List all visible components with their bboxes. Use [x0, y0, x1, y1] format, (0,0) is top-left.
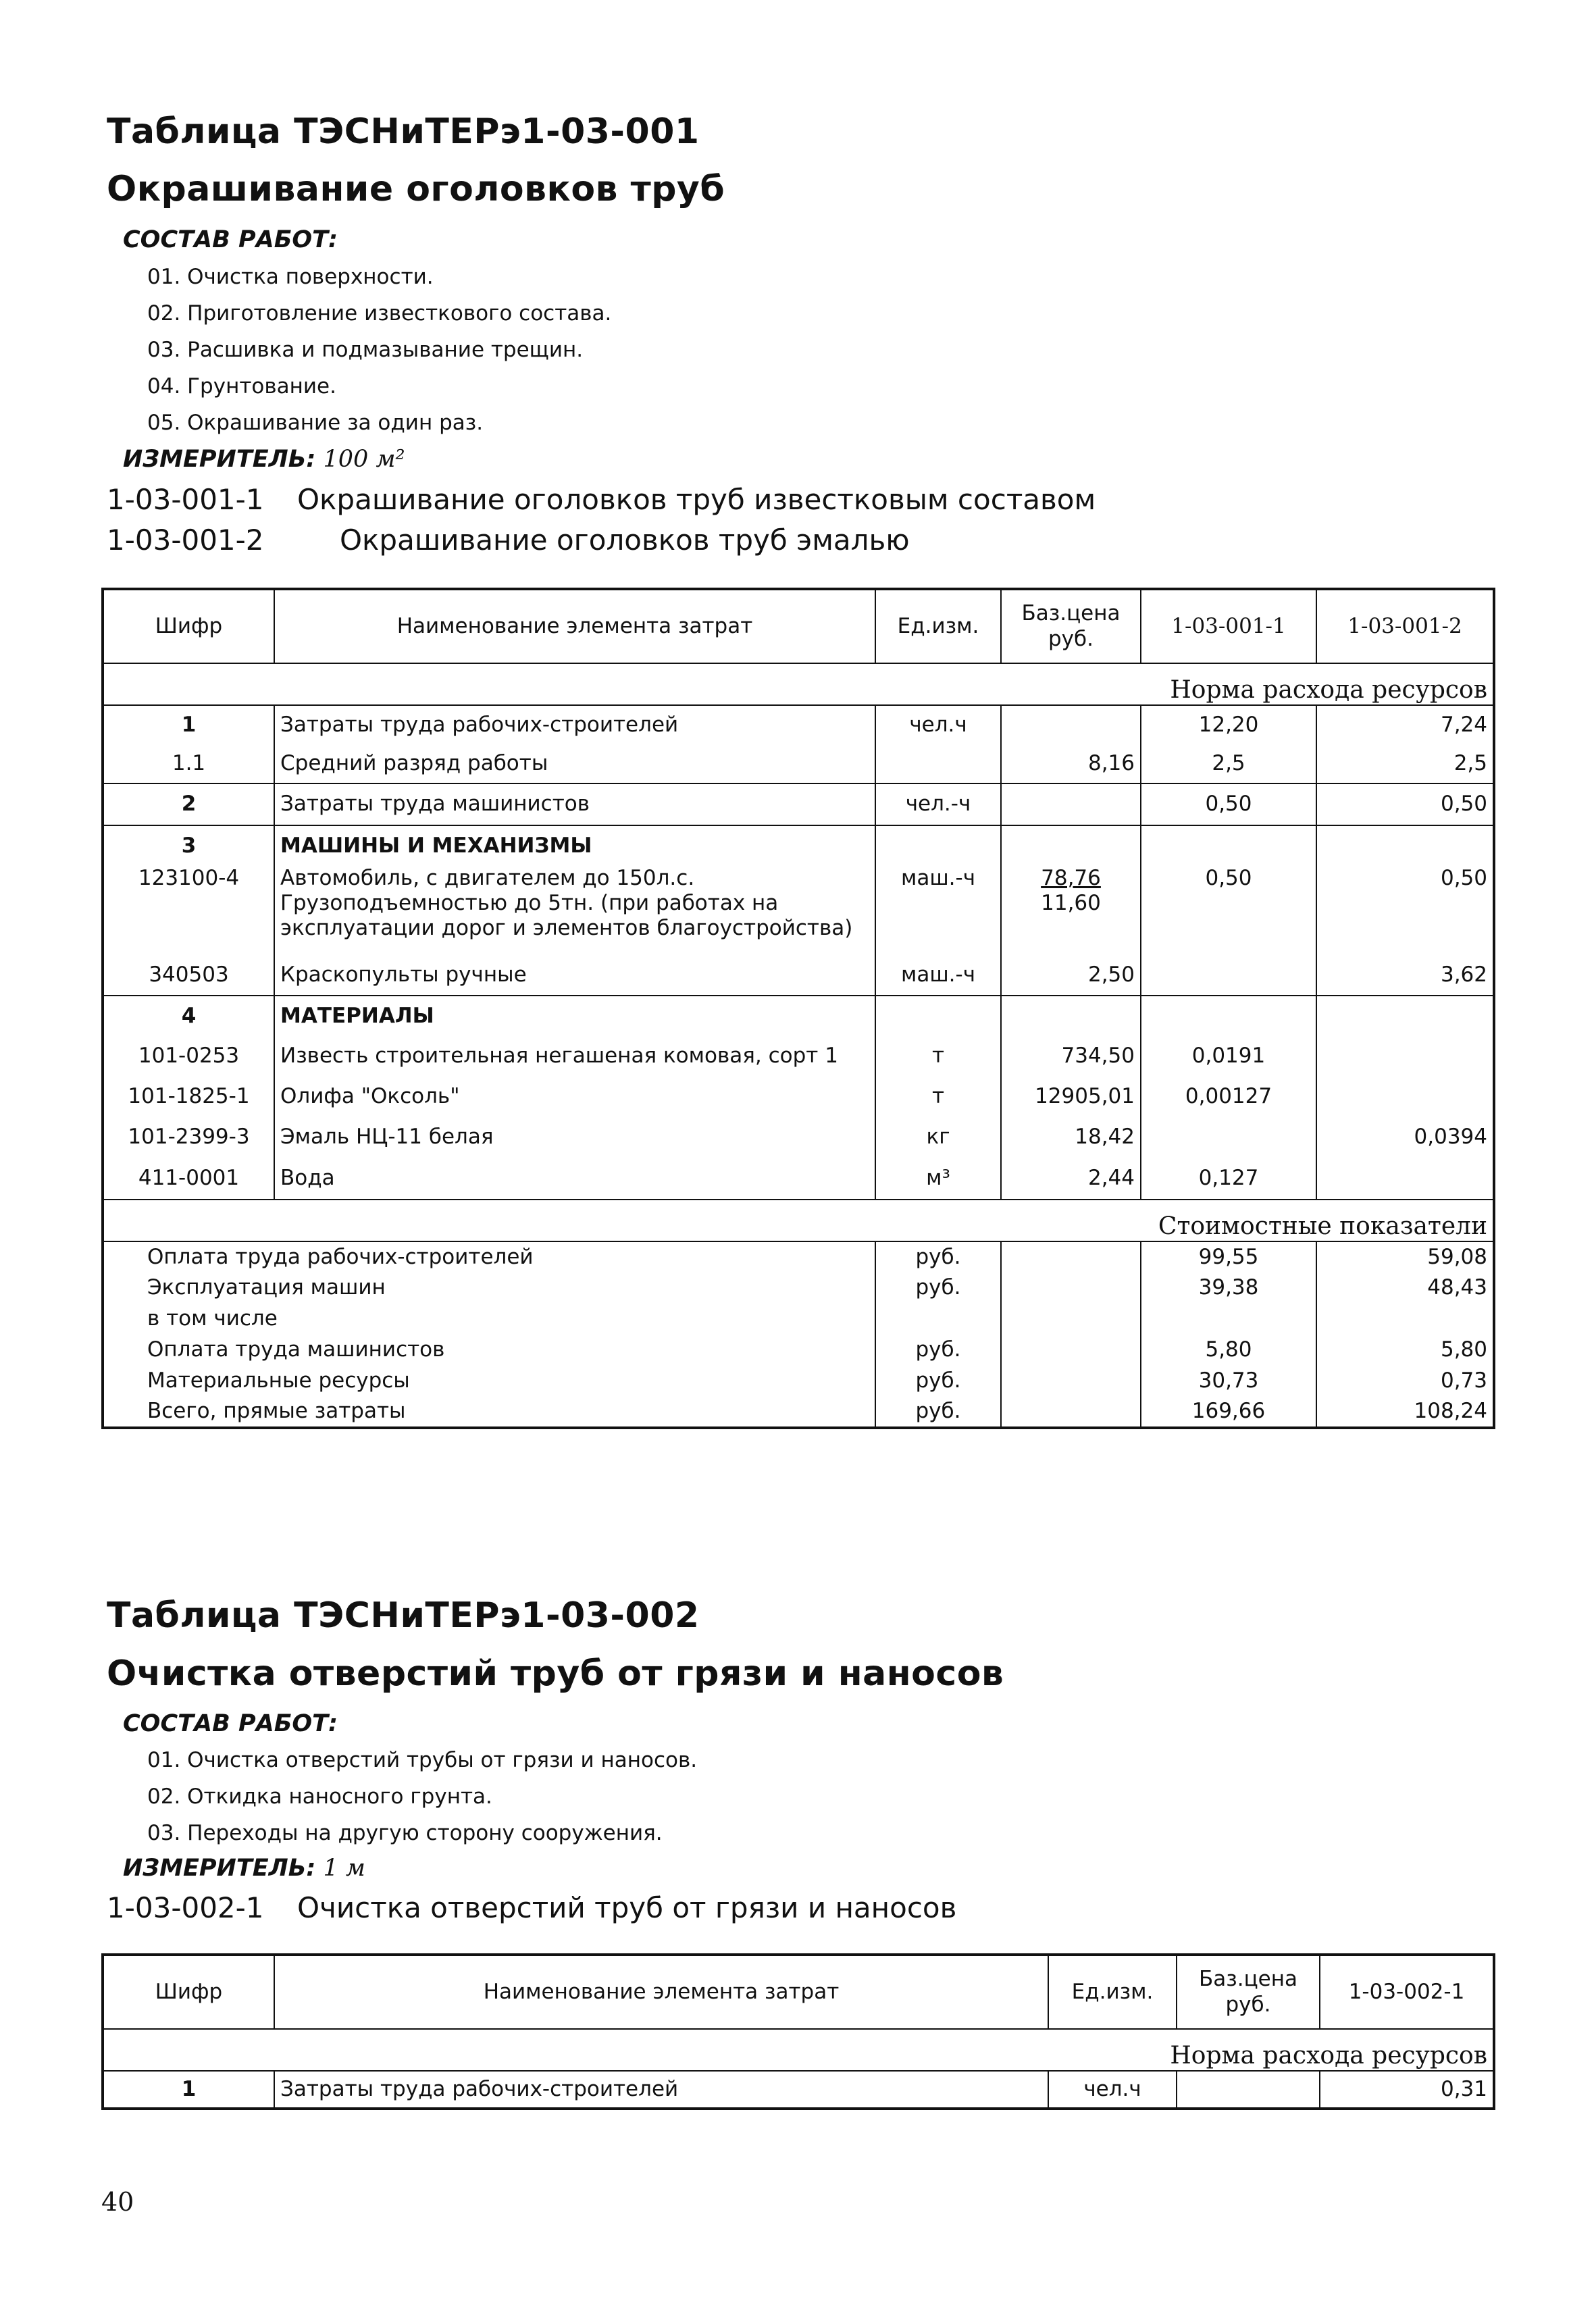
- row-price-top: 78,76: [1041, 866, 1101, 890]
- section-cost-row: [103, 1200, 1494, 1241]
- row-v1: 0,31: [1320, 2071, 1494, 2109]
- row-v1: 0,127: [1141, 1158, 1316, 1200]
- table2-izmeritel: [123, 1855, 365, 1882]
- cost-row: [103, 1272, 1494, 1304]
- header-price-line1: Баз.цена: [1198, 1967, 1298, 1992]
- cost-v2: 108,24: [1316, 1397, 1494, 1428]
- cost-unit: [875, 1304, 1001, 1335]
- row-name: Известь строительная негашеная комовая, сорт 1: [274, 1036, 875, 1077]
- row-price: 2,50: [1001, 955, 1141, 996]
- section-norm-row: [103, 2029, 1494, 2071]
- section-norm: Норма расхода ресурсов: [103, 2029, 1494, 2071]
- cost-name: Всего, прямые затраты: [147, 1399, 406, 1424]
- row-v2: [1316, 1158, 1494, 1200]
- resource-table-1: [101, 588, 1495, 1429]
- row-price: [1001, 705, 1141, 744]
- cost-name: Оплата труда рабочих-строителей: [103, 1241, 875, 1272]
- cost-row: [103, 1335, 1494, 1366]
- izmeritel-label: ИЗМЕРИТЕЛЬ:: [123, 1855, 316, 1882]
- page-number: 40: [101, 2187, 134, 2217]
- section-norm-row: [103, 663, 1494, 705]
- row-code: 123100-4: [138, 866, 240, 890]
- cost-row: [103, 1397, 1494, 1428]
- header-price-line2: руб.: [1048, 626, 1093, 651]
- table-row: [103, 1036, 1494, 1077]
- row-unit: маш.-ч: [875, 955, 1001, 996]
- header-shifr: Шифр: [103, 589, 274, 663]
- cost-v2: 48,43: [1316, 1272, 1494, 1304]
- row-name: МАТЕРИАЛЫ: [274, 996, 875, 1036]
- cost-v1: 99,55: [1141, 1241, 1316, 1272]
- section-norm: Норма расхода ресурсов: [103, 663, 1494, 705]
- izmeritel-label: ИЗМЕРИТЕЛЬ:: [123, 446, 316, 473]
- row-unit: кг: [875, 1117, 1001, 1158]
- table1-code-line: [107, 523, 910, 557]
- row-unit: т: [875, 1077, 1001, 1117]
- row-name-line: Автомобиль, с двигателем до 150л.с.: [280, 866, 695, 890]
- header-price-line2: руб.: [1225, 1992, 1271, 2017]
- code: 1-03-001-1: [107, 483, 264, 516]
- table1-work-item: 05. Окрашивание за один раз.: [147, 411, 484, 435]
- row-v2: [1316, 1077, 1494, 1117]
- table-header-row: [103, 589, 1494, 663]
- table1-work-item: 02. Приготовление известкового состава.: [147, 301, 612, 326]
- table1-subtitle: Окрашивание оголовков труб: [107, 169, 725, 209]
- row-unit: [875, 744, 1001, 783]
- row-v2: 3,62: [1316, 955, 1494, 996]
- row-code: 1: [103, 705, 274, 744]
- cost-name: в том числе: [147, 1306, 278, 1331]
- cost-row: [103, 1366, 1494, 1397]
- table2-work-item: 01. Очистка отверстий трубы от грязи и наносов.: [147, 1748, 698, 1772]
- header-price-line1: Баз.цена: [1021, 601, 1121, 626]
- row-code: 101-2399-3: [128, 1125, 250, 1150]
- table2-code-line: [107, 1891, 956, 1924]
- row-code: 101-1825-1: [128, 1084, 250, 1109]
- header-price: [1177, 1955, 1320, 2029]
- row-v1: 12,20: [1141, 705, 1316, 744]
- header-col1: 1-03-001-1: [1141, 589, 1316, 663]
- row-price: 734,50: [1001, 1036, 1141, 1077]
- cost-unit: руб.: [875, 1397, 1001, 1428]
- row-v1: [1141, 955, 1316, 996]
- row-unit: чел.ч: [1048, 2071, 1177, 2109]
- table1-title: Таблица ТЭСНиТЕРэ1-03-001: [107, 111, 700, 152]
- row-name: Эмаль НЦ-11 белая: [274, 1117, 875, 1158]
- row-price: [1001, 866, 1141, 955]
- header-price: [1001, 589, 1141, 663]
- row-v2: 2,5: [1316, 744, 1494, 783]
- table1-work-item: 01. Очистка поверхности.: [147, 265, 434, 289]
- header-col1: 1-03-002-1: [1320, 1955, 1494, 2029]
- row-v1: 0,00127: [1141, 1077, 1316, 1117]
- header-name: Наименование элемента затрат: [274, 1955, 1048, 2029]
- row-code: 1: [103, 2071, 274, 2109]
- header-shifr: Шифр: [103, 1955, 274, 2029]
- table1-work-item: 03. Расшивка и подмазывание трещин.: [147, 338, 584, 362]
- row-name: Затраты труда машинистов: [274, 783, 875, 825]
- izmeritel-value: 100 м²: [323, 446, 405, 473]
- table-section-row: [103, 825, 1494, 866]
- row-price: 18,42: [1001, 1117, 1141, 1158]
- row-name: Олифа "Оксоль": [274, 1077, 875, 1117]
- header-col2: 1-03-001-2: [1316, 589, 1494, 663]
- code-name: Очистка отверстий труб от грязи и наносов: [297, 1891, 957, 1924]
- row-unit: маш.-ч: [875, 866, 1001, 955]
- row-code: 340503: [149, 962, 229, 987]
- row-name: Затраты труда рабочих-строителей: [274, 2071, 1048, 2109]
- row-unit: м³: [875, 1158, 1001, 1200]
- row-name: Средний разряд работы: [274, 744, 875, 783]
- cost-v2: 0,73: [1316, 1366, 1494, 1397]
- table-row: [103, 955, 1494, 996]
- row-name: Вода: [274, 1158, 875, 1200]
- row-name: Затраты труда рабочих-строителей: [274, 705, 875, 744]
- row-code: 411-0001: [138, 1165, 240, 1190]
- cost-v1: [1141, 1304, 1316, 1335]
- row-price: 2,44: [1001, 1158, 1141, 1200]
- table1-code-line: [107, 483, 1096, 516]
- header-unit: Ед.изм.: [1048, 1955, 1177, 2029]
- row-code: 101-0253: [138, 1044, 240, 1069]
- row-price: [1177, 2071, 1320, 2109]
- row-name: Краскопульты ручные: [274, 955, 875, 996]
- cost-v2: 59,08: [1316, 1241, 1494, 1272]
- table-header-row: [103, 1955, 1494, 2029]
- row-price: 8,16: [1001, 744, 1141, 783]
- table-row: [103, 705, 1494, 744]
- table1-work-item: 04. Грунтование.: [147, 374, 336, 398]
- row-unit: чел.ч: [875, 705, 1001, 744]
- table-section-row: [103, 996, 1494, 1036]
- cost-v2: 5,80: [1316, 1335, 1494, 1366]
- cost-unit: руб.: [875, 1335, 1001, 1366]
- cost-v1: 30,73: [1141, 1366, 1316, 1397]
- row-price-bottom: 11,60: [1041, 891, 1101, 916]
- table1-izmeritel: [123, 446, 405, 473]
- row-v1: [1141, 1117, 1316, 1158]
- row-name: [274, 866, 875, 955]
- row-name-line: эксплуатации дорог и элементов благоустройства): [280, 916, 853, 941]
- cost-v1: 169,66: [1141, 1397, 1316, 1428]
- table-row: [103, 744, 1494, 783]
- section-cost: Стоимостные показатели: [103, 1200, 1494, 1241]
- row-v1: 2,5: [1141, 744, 1316, 783]
- row-unit: чел.-ч: [875, 783, 1001, 825]
- table2-subtitle: Очистка отверстий труб от грязи и наносов: [107, 1653, 1004, 1694]
- row-name: МАШИНЫ И МЕХАНИЗМЫ: [274, 825, 875, 866]
- header-name: Наименование элемента затрат: [274, 589, 875, 663]
- code: 1-03-001-2: [107, 523, 264, 557]
- row-code: 2: [103, 783, 274, 825]
- cost-unit: руб.: [875, 1241, 1001, 1272]
- table2-sostav-label: СОСТАВ РАБОТ:: [123, 1710, 338, 1737]
- row-price: 12905,01: [1001, 1077, 1141, 1117]
- table-row: [103, 1158, 1494, 1200]
- row-v2: [1316, 1036, 1494, 1077]
- table2-work-item: 03. Переходы на другую сторону сооружения.: [147, 1821, 663, 1845]
- table-row: [103, 783, 1494, 825]
- table2-work-item: 02. Откидка наносного грунта.: [147, 1784, 492, 1809]
- row-unit: т: [875, 1036, 1001, 1077]
- table-row: [103, 1077, 1494, 1117]
- code: 1-03-002-1: [107, 1891, 264, 1924]
- table-row: [103, 1117, 1494, 1158]
- row-v2: 0,0394: [1316, 1117, 1494, 1158]
- row-code: 4: [103, 996, 274, 1036]
- code-name: Окрашивание оголовков труб известковым составом: [297, 483, 1096, 516]
- table1-sostav-label: СОСТАВ РАБОТ:: [123, 226, 338, 253]
- cost-v2: [1316, 1304, 1494, 1335]
- cost-name: Материальные ресурсы: [147, 1368, 410, 1393]
- row-price: [1001, 783, 1141, 825]
- row-v1: 0,50: [1141, 866, 1316, 955]
- row-v1: 0,0191: [1141, 1036, 1316, 1077]
- cost-row: [103, 1304, 1494, 1335]
- cost-unit: руб.: [875, 1366, 1001, 1397]
- table-row: [103, 2071, 1494, 2109]
- row-code: 1.1: [172, 750, 206, 775]
- row-code: 3: [103, 825, 274, 866]
- row-v2: 0,50: [1316, 866, 1494, 955]
- table-row: [103, 866, 1494, 955]
- row-name-line: Грузоподъемностью до 5тн. (при работах на: [280, 891, 779, 916]
- cost-name: Эксплуатация машин: [147, 1275, 386, 1300]
- resource-table-2: [101, 1953, 1495, 2110]
- row-v2: 7,24: [1316, 705, 1494, 744]
- table2-title: Таблица ТЭСНиТЕРэ1-03-002: [107, 1595, 700, 1636]
- cost-row: [103, 1241, 1494, 1272]
- header-unit: Ед.изм.: [875, 589, 1001, 663]
- cost-unit: руб.: [875, 1272, 1001, 1304]
- cost-v1: 39,38: [1141, 1272, 1316, 1304]
- row-v1: 0,50: [1141, 783, 1316, 825]
- code-name: Окрашивание оголовков труб эмалью: [340, 523, 910, 557]
- izmeritel-value: 1 м: [323, 1855, 365, 1882]
- row-v2: 0,50: [1316, 783, 1494, 825]
- cost-v1: 5,80: [1141, 1335, 1316, 1366]
- cost-name: Оплата труда машинистов: [147, 1337, 445, 1362]
